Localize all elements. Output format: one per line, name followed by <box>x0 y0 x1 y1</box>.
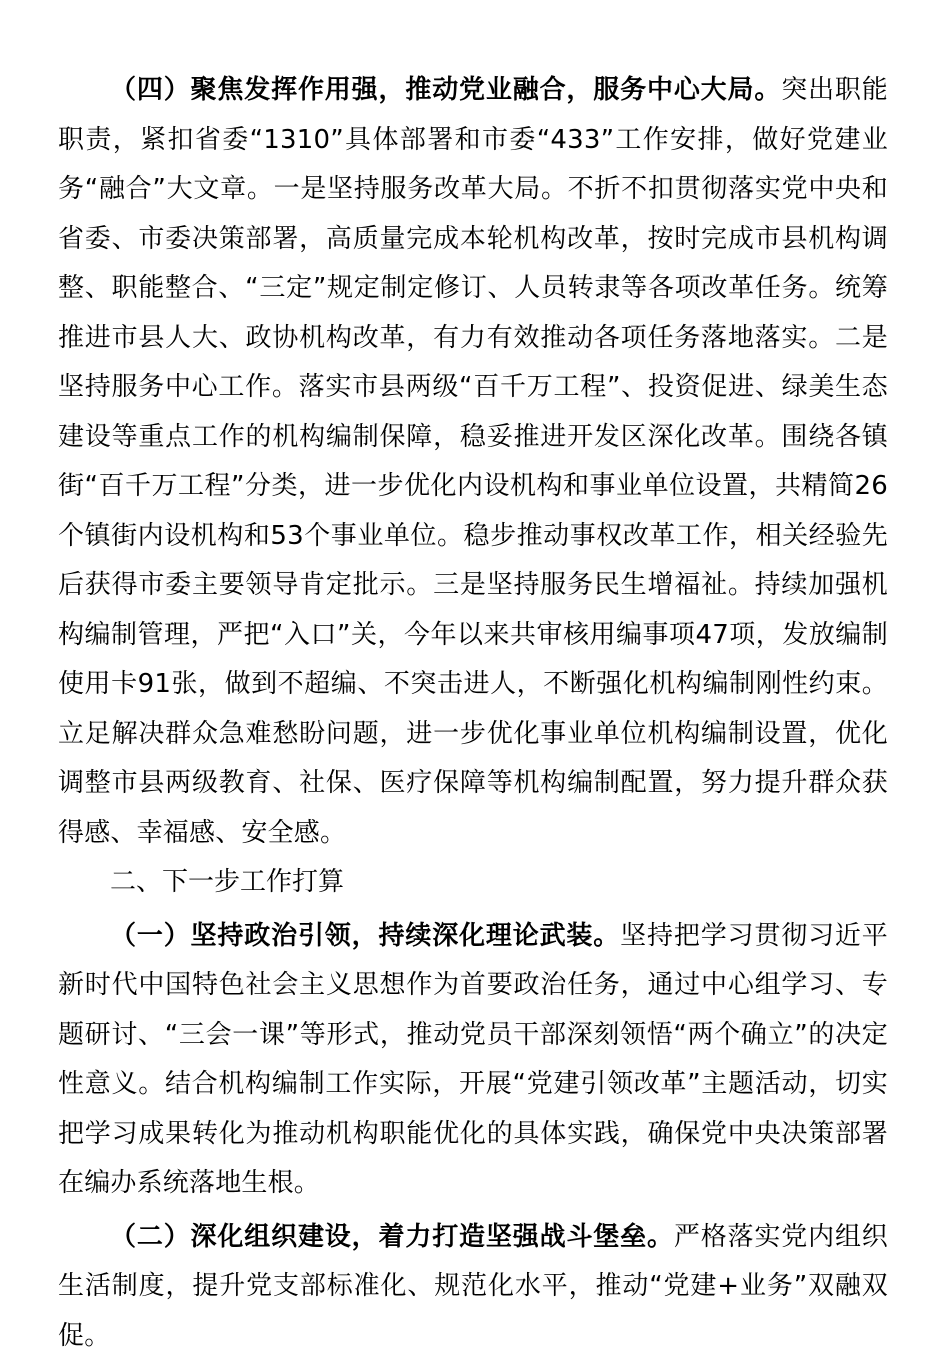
paragraph-next-2 <box>58 1213 888 1361</box>
paragraph-next-1 <box>58 912 888 1209</box>
document-page <box>58 66 888 1361</box>
paragraph-lead-heading: （二）深化组织建设，着力打造坚强战斗堡垒。 <box>110 1222 674 1252</box>
paragraph-body: 突出职能职责，紧扣省委“1310”具体部署和市委“433”工作安排，做好党建业务“融合”大文章。一是坚持服务改革大局。不折不扣贯彻落实党中央和省委、市委决策部署，高质量完成本轮机构改革，按时完成市县机构调整、职能整合、“三定”规定制定修订、人员转隶等各项改革任务。统筹推进市县人大、政协机构改革，有力有效推动各项任务落地落实。二是坚持服务中心工作。落实市县两级“百千万工程”、投资促进、绿美生态建设等重点工作的机构编制保障，稳妥推进开发区深化改革。围绕各镇街“百千万工程”分类，进一步优化内设机构和事业单位设置，共精简26个镇街内设机构和53个事业单位。稳步推动事权改革工作，相关经验先后获得市委主要领导肯定批示。三是坚持服务民生增福祉。持续加强机构编制管理，严把“入口”关，今年以来共审核用编事项47项，发放编制使用卡91张，做到不超编、不突击进人，不断强化机构编制刚性约束。立足解决群众急难愁盼问题，进一步优化事业单位机构编制设置，优化调整市县两级教育、社保、医疗保障等机构编制配置，努力提升群众获得感、幸福感、安全感。 <box>58 75 888 848</box>
paragraph-lead-heading: （四）聚焦发挥作用强，推动党业融合，服务中心大局。 <box>110 75 781 105</box>
paragraph-body: 严格落实党内组织生活制度，提升党支部标准化、规范化水平，推动“党建+业务”双融双促。 <box>58 1222 888 1351</box>
paragraph-lead-heading: （一）坚持政治引领，持续深化理论武装。 <box>110 921 620 951</box>
section-heading: 二、下一步工作打算 <box>58 858 888 908</box>
paragraph-section-4 <box>58 66 888 858</box>
paragraph-body: 坚持把学习贯彻习近平新时代中国特色社会主义思想作为首要政治任务，通过中心组学习、专题研讨、“三会一课”等形式，推动党员干部深刻领悟“两个确立”的决定性意义。结合机构编制工作实际，开展“党建引领改革”主题活动，切实把学习成果转化为推动机构职能优化的具体实践，确保党中央决策部署在编办系统落地生根。 <box>58 921 888 1199</box>
